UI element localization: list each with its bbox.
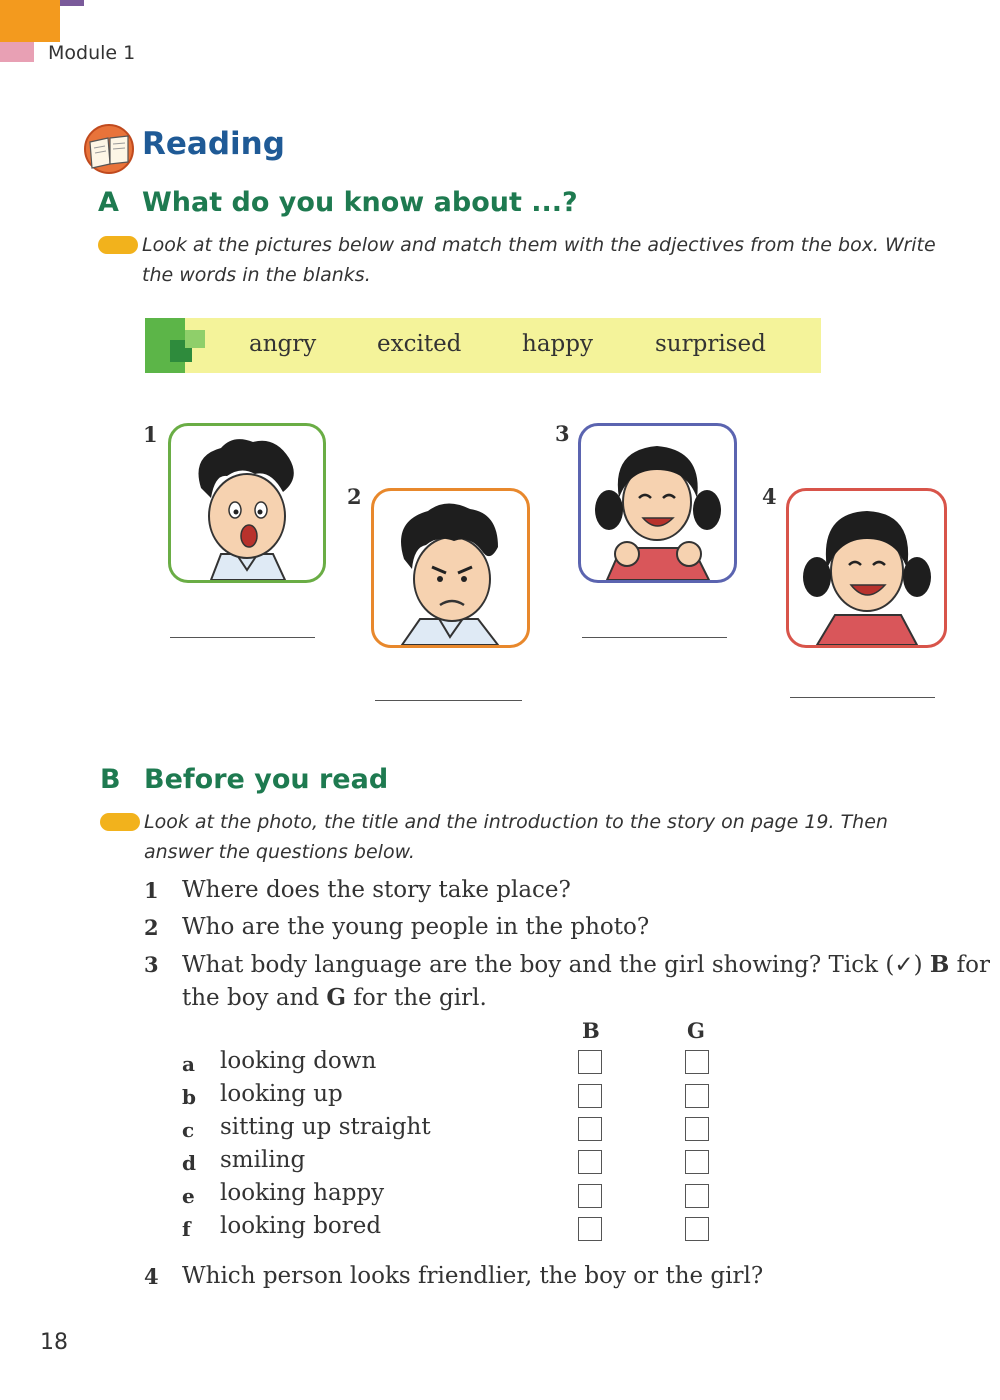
girl-happy-illustration bbox=[789, 491, 944, 645]
picture-number: 2 bbox=[347, 484, 362, 509]
instruction-bullet bbox=[98, 236, 138, 254]
girl-excited-illustration bbox=[581, 426, 734, 580]
checkbox-boy[interactable] bbox=[578, 1050, 602, 1074]
answer-blank-3[interactable] bbox=[582, 637, 727, 638]
picture-frame-2 bbox=[371, 488, 530, 648]
option-letter: f bbox=[182, 1217, 191, 1241]
picture-frame-1 bbox=[168, 423, 326, 583]
question-text: What body language are the boy and the girl showing? Tick (✓) B for bbox=[182, 951, 991, 978]
checkbox-girl[interactable] bbox=[685, 1117, 709, 1141]
answer-blank-4[interactable] bbox=[790, 697, 935, 698]
page-number: 18 bbox=[40, 1330, 68, 1355]
question-text: Where does the story take place? bbox=[182, 877, 571, 903]
section-b-letter: B bbox=[100, 764, 121, 795]
checkbox-boy[interactable] bbox=[578, 1150, 602, 1174]
word-box-word: happy bbox=[522, 331, 593, 357]
column-heading-boy: B bbox=[582, 1018, 600, 1043]
checkbox-boy[interactable] bbox=[578, 1217, 602, 1241]
question-number: 2 bbox=[144, 915, 159, 940]
reading-title: Reading bbox=[142, 126, 285, 162]
option-letter: b bbox=[182, 1085, 196, 1109]
option-text: smiling bbox=[220, 1147, 306, 1173]
picture-frame-4 bbox=[786, 488, 947, 648]
column-heading-girl: G bbox=[687, 1018, 705, 1043]
word-box-word: excited bbox=[377, 331, 462, 357]
section-a-instruction-line1: Look at the pictures below and match them with the adjectives from the box. Write bbox=[142, 234, 936, 256]
option-letter: c bbox=[182, 1118, 195, 1142]
checkbox-girl[interactable] bbox=[685, 1184, 709, 1208]
checkbox-boy[interactable] bbox=[578, 1117, 602, 1141]
option-letter: d bbox=[182, 1151, 196, 1175]
section-b-title: Before you read bbox=[144, 764, 389, 795]
instruction-bullet bbox=[100, 813, 140, 831]
book-icon bbox=[82, 124, 136, 174]
option-text: looking bored bbox=[220, 1213, 382, 1239]
word-box-word: angry bbox=[249, 331, 317, 357]
answer-blank-1[interactable] bbox=[170, 637, 315, 638]
checkbox-girl[interactable] bbox=[685, 1084, 709, 1108]
picture-number: 4 bbox=[762, 484, 777, 509]
section-a-instruction-line2: the words in the blanks. bbox=[142, 264, 371, 286]
checkbox-girl[interactable] bbox=[685, 1150, 709, 1174]
option-text: looking up bbox=[220, 1081, 343, 1107]
question-text: Which person looks friendlier, the boy or the girl? bbox=[182, 1263, 764, 1289]
section-b-instruction-line2: answer the questions below. bbox=[144, 841, 415, 863]
checkbox-girl[interactable] bbox=[685, 1050, 709, 1074]
picture-number: 1 bbox=[143, 422, 158, 447]
boy-angry-illustration bbox=[374, 491, 527, 645]
question-number: 4 bbox=[144, 1264, 159, 1289]
checkbox-boy[interactable] bbox=[578, 1184, 602, 1208]
word-box-word: surprised bbox=[655, 331, 766, 357]
option-text: looking down bbox=[220, 1048, 377, 1074]
question-text: Who are the young people in the photo? bbox=[182, 914, 650, 940]
option-text: sitting up straight bbox=[220, 1114, 431, 1140]
question-number: 3 bbox=[144, 952, 159, 977]
boy-surprised-illustration bbox=[171, 426, 323, 580]
corner-decoration-purple bbox=[60, 0, 84, 6]
picture-frame-3 bbox=[578, 423, 737, 583]
section-b-instruction-line1: Look at the photo, the title and the introduction to the story on page 19. Then bbox=[144, 811, 888, 833]
corner-decoration-pink bbox=[0, 42, 34, 62]
option-letter: a bbox=[182, 1052, 195, 1076]
checkbox-girl[interactable] bbox=[685, 1217, 709, 1241]
picture-number: 3 bbox=[555, 421, 570, 446]
section-a-letter: A bbox=[98, 187, 119, 218]
option-text: looking happy bbox=[220, 1180, 385, 1206]
corner-decoration bbox=[0, 0, 60, 42]
option-letter: e bbox=[182, 1184, 195, 1208]
answer-blank-2[interactable] bbox=[375, 700, 522, 701]
question-number: 1 bbox=[144, 878, 159, 903]
checkbox-boy[interactable] bbox=[578, 1084, 602, 1108]
section-a-title: What do you know about ...? bbox=[142, 187, 578, 218]
word-box-decoration bbox=[185, 330, 205, 348]
module-label: Module 1 bbox=[48, 42, 136, 64]
question-text: the boy and G for the girl. bbox=[182, 984, 487, 1011]
